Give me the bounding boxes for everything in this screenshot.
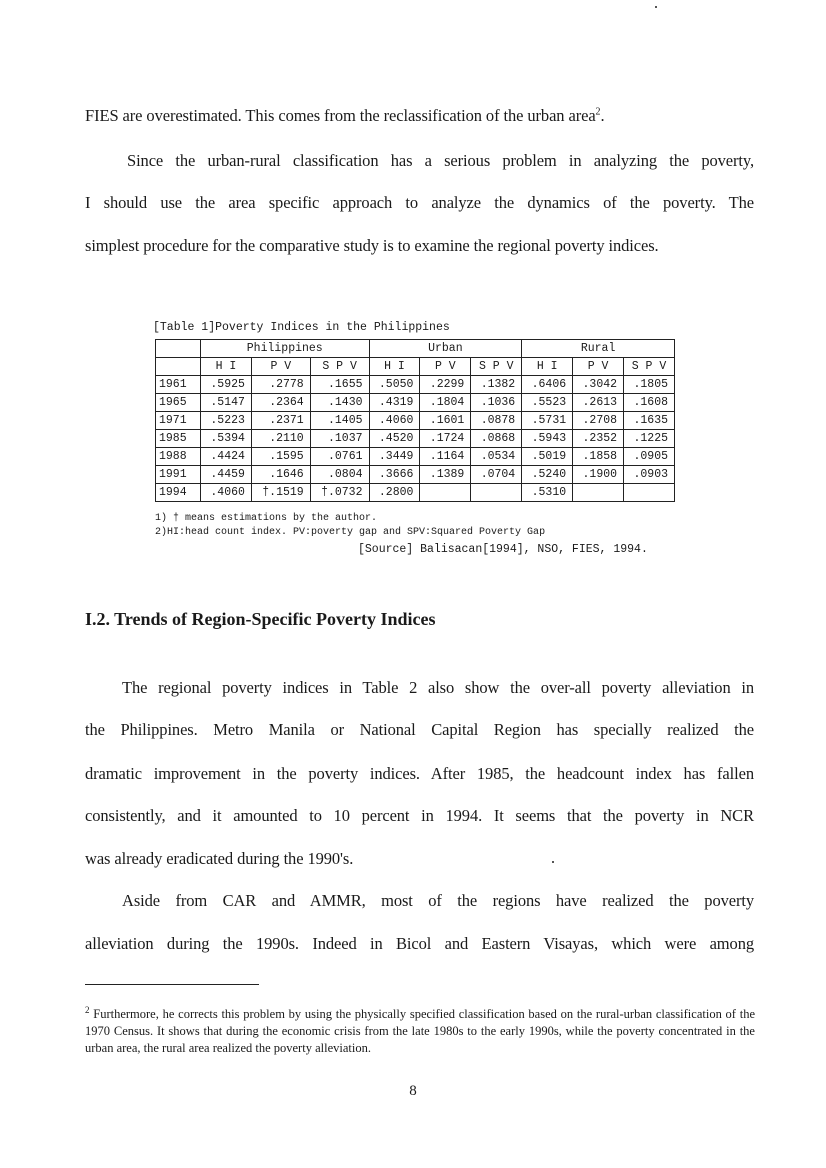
table-corner-cell (156, 340, 201, 358)
value-cell (420, 484, 471, 502)
value-cell (573, 484, 624, 502)
value-cell: .2371 (251, 412, 310, 430)
body-text: . (600, 106, 605, 125)
year-cell: 1965 (156, 394, 201, 412)
body-line: The regional poverty indices in Table 2 also show the over-all poverty alleviation in (122, 678, 754, 697)
value-cell: .0704 (471, 466, 522, 484)
value-cell: .1635 (624, 412, 675, 430)
table-row (156, 394, 675, 412)
value-cell: .5019 (522, 448, 573, 466)
value-cell: .1805 (624, 376, 675, 394)
value-cell: .4520 (369, 430, 420, 448)
table-row (156, 412, 675, 430)
table-group-header-row (156, 340, 675, 358)
value-cell: .0905 (624, 448, 675, 466)
value-cell: .4060 (369, 412, 420, 430)
value-cell: .1382 (471, 376, 522, 394)
poverty-indices-table (155, 339, 675, 502)
value-cell: .0903 (624, 466, 675, 484)
value-cell: .5310 (522, 484, 573, 502)
value-cell: .1858 (573, 448, 624, 466)
value-cell: .4060 (201, 484, 252, 502)
body-line: consistently, and it amounted to 10 percent in 1994. It seems that the poverty in NCR (85, 806, 754, 825)
column-header: S P V (624, 358, 675, 376)
body-text: FIES are overestimated. This comes from the reclassification of the urban area (85, 106, 596, 125)
value-cell: .1804 (420, 394, 471, 412)
table-note: 1) † means estimations by the author. (155, 513, 378, 524)
body-line: was already eradicated during the 1990's. (85, 849, 354, 868)
body-line: I should use the area specific approach to analyze the dynamics of the poverty. The (85, 193, 754, 212)
value-cell: .2778 (251, 376, 310, 394)
body-line: simplest procedure for the comparative study is to examine the regional poverty indices. (85, 236, 659, 255)
column-header: P V (573, 358, 624, 376)
value-cell: .1655 (310, 376, 369, 394)
table-body (156, 376, 675, 502)
table-note: 2)HI:head count index. PV:poverty gap and SPV:Squared Poverty Gap (155, 527, 546, 538)
value-cell: .5943 (522, 430, 573, 448)
year-cell: 1994 (156, 484, 201, 502)
body-line: the Philippines. Metro Manila or National Capital Region has specially realized the (85, 720, 754, 739)
value-cell: .3042 (573, 376, 624, 394)
value-cell: .0868 (471, 430, 522, 448)
column-header: S P V (310, 358, 369, 376)
value-cell: .2800 (369, 484, 420, 502)
scan-speck (655, 6, 657, 8)
value-cell: .1900 (573, 466, 624, 484)
year-cell: 1971 (156, 412, 201, 430)
table-row (156, 430, 675, 448)
value-cell: .2613 (573, 394, 624, 412)
column-header: H I (522, 358, 573, 376)
value-cell: .3449 (369, 448, 420, 466)
year-cell: 1988 (156, 448, 201, 466)
value-cell: .1225 (624, 430, 675, 448)
column-header: H I (201, 358, 252, 376)
value-cell: .1036 (471, 394, 522, 412)
value-cell: .1724 (420, 430, 471, 448)
value-cell: .5050 (369, 376, 420, 394)
value-cell: .5223 (201, 412, 252, 430)
table-caption: [Table 1]Poverty Indices in the Philippines (153, 321, 450, 334)
footnote-mark: 2 (85, 1005, 90, 1015)
table-row (156, 466, 675, 484)
body-line: Since the urban-rural classification has a serious problem in analyzing the poverty, (127, 151, 754, 170)
column-header: H I (369, 358, 420, 376)
value-cell: .0878 (471, 412, 522, 430)
value-cell: .6406 (522, 376, 573, 394)
footnote (85, 1002, 755, 1057)
value-cell (471, 484, 522, 502)
value-cell: .1601 (420, 412, 471, 430)
page-number: 8 (409, 1083, 417, 1099)
year-cell: 1985 (156, 430, 201, 448)
scan-speck (552, 861, 554, 863)
column-header: P V (420, 358, 471, 376)
body-line: alleviation during the 1990s. Indeed in Bicol and Eastern Visayas, which were among (85, 934, 754, 953)
value-cell: †.0732 (310, 484, 369, 502)
value-cell: .1430 (310, 394, 369, 412)
value-cell: .5731 (522, 412, 573, 430)
column-header: S P V (471, 358, 522, 376)
value-cell: .0804 (310, 466, 369, 484)
year-cell: 1961 (156, 376, 201, 394)
footnote-text: Furthermore, he corrects this problem by using the physically specified classification based on the rural-urban classification of the 1970 Census. It shows that during the economic crisis from the late 1980s to the early 1990s, while the poverty concentrated in the urban area, the rural area realized the poverty alleviation. (85, 1007, 755, 1056)
value-cell: .3666 (369, 466, 420, 484)
group-header-rural: Rural (522, 340, 675, 358)
value-cell: .5240 (522, 466, 573, 484)
value-cell: .5147 (201, 394, 252, 412)
value-cell: .2299 (420, 376, 471, 394)
value-cell: .0534 (471, 448, 522, 466)
section-heading: I.2. Trends of Region-Specific Poverty Indices (85, 609, 436, 629)
table-subheader-row (156, 358, 675, 376)
value-cell: .0761 (310, 448, 369, 466)
value-cell: .1595 (251, 448, 310, 466)
value-cell: .1164 (420, 448, 471, 466)
value-cell: .5523 (522, 394, 573, 412)
value-cell: .1608 (624, 394, 675, 412)
group-header-urban: Urban (369, 340, 522, 358)
footnote-rule (85, 984, 259, 985)
value-cell: .5394 (201, 430, 252, 448)
value-cell: .4459 (201, 466, 252, 484)
column-header: P V (251, 358, 310, 376)
value-cell: .5925 (201, 376, 252, 394)
body-line (85, 106, 604, 126)
table-row (156, 448, 675, 466)
body-line: Aside from CAR and AMMR, most of the regions have realized the poverty (122, 891, 754, 910)
value-cell: .4319 (369, 394, 420, 412)
group-header-philippines: Philippines (201, 340, 370, 358)
year-cell: 1991 (156, 466, 201, 484)
value-cell: .2110 (251, 430, 310, 448)
footnote-reference[interactable]: 2 (595, 106, 601, 118)
value-cell: .2352 (573, 430, 624, 448)
body-line: dramatic improvement in the poverty indices. After 1985, the headcount index has fallen (85, 764, 754, 783)
table-row (156, 376, 675, 394)
value-cell: .4424 (201, 448, 252, 466)
table-source: [Source] Balisacan[1994], NSO, FIES, 1994. (358, 543, 648, 556)
value-cell: .1405 (310, 412, 369, 430)
table-corner-cell (156, 358, 201, 376)
table-row (156, 484, 675, 502)
value-cell: .2708 (573, 412, 624, 430)
value-cell: .1037 (310, 430, 369, 448)
value-cell (624, 484, 675, 502)
value-cell: .2364 (251, 394, 310, 412)
value-cell: .1646 (251, 466, 310, 484)
value-cell: †.1519 (251, 484, 310, 502)
value-cell: .1389 (420, 466, 471, 484)
